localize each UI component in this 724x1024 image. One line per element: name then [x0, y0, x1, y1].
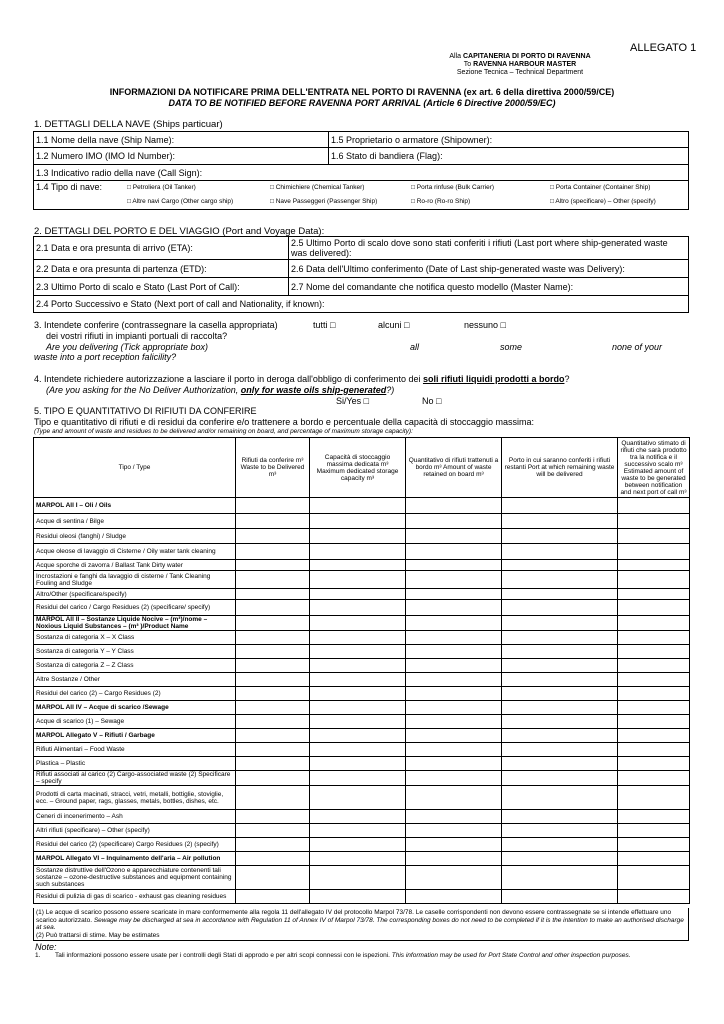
waste-value-cell[interactable] [406, 659, 502, 673]
waste-value-cell[interactable] [406, 771, 502, 786]
waste-value-cell[interactable] [406, 600, 502, 616]
waste-value-cell[interactable] [406, 529, 502, 544]
option-yes[interactable]: Si/Yes □ [336, 396, 370, 406]
waste-value-cell[interactable] [236, 890, 310, 904]
waste-value-cell[interactable] [618, 866, 690, 890]
waste-type-label: Residui oleosi (fanghi) / Sludge [34, 529, 236, 544]
waste-value-cell[interactable] [618, 529, 690, 544]
waste-value-cell[interactable] [406, 544, 502, 560]
waste-value-cell [406, 729, 502, 743]
call-sign-field[interactable]: 1.3 Indicativo radio della nave (Call Sign): [34, 165, 689, 181]
waste-value-cell[interactable] [502, 757, 618, 771]
footnote-1-it: (1) Le acque di scarico possono essere scaricate in mare conformemente alla regola 11 dell'allegato IV del protocollo Marpol 73/78. Le caselle corrispondenti non devono essere contrassegnate se si intende effettuare uno scarico autorizzato. [36, 909, 672, 924]
table-row [34, 645, 690, 659]
address-prefix-en: To [463, 61, 474, 68]
waste-value-cell [618, 852, 690, 866]
table-section-row [34, 729, 690, 743]
waste-value-cell[interactable] [406, 631, 502, 645]
waste-type-label: Acque sporche di zavorra / Ballast Tank Dirty water [34, 560, 236, 571]
waste-value-cell[interactable] [618, 824, 690, 838]
waste-type-label: Altro/Other (specificare/specify) [34, 589, 236, 600]
waste-value-cell[interactable] [236, 687, 310, 701]
waste-type-label: MARPOL All II – Sostanze Liquide Nocive – (m³)/nome – Noxious Liquid Substances – (m³ )/Product Name [34, 616, 236, 631]
waste-value-cell[interactable] [618, 659, 690, 673]
last-delivery-date-field[interactable]: 2.6 Data dell'Ultimo conferimento (Date of Last ship-generated waste was Delivery): [289, 260, 689, 278]
waste-value-cell[interactable] [310, 529, 406, 544]
section4-question-mark: ? [564, 374, 570, 384]
waste-value-cell[interactable] [406, 571, 502, 589]
waste-table [33, 437, 690, 904]
note-1-it: Tali informazioni possono essere usate per i controlli degli Stati di approdo e per altri scopi connessi con le ispezioni. [55, 952, 390, 959]
waste-value-cell[interactable] [618, 743, 690, 757]
waste-value-cell[interactable] [406, 824, 502, 838]
eta-field[interactable]: 2.1 Data e ora presunta di arrivo (ETA): [34, 237, 289, 260]
waste-type-label: Acque di sentina / Bilge [34, 514, 236, 529]
address-line-3: Sezione Tecnica – Technical Department [456, 69, 584, 76]
waste-type-label: MARPOL All I – Oli / Oils [34, 498, 236, 514]
waste-table-header [34, 438, 690, 498]
waste-value-cell [310, 498, 406, 514]
waste-value-cell[interactable] [618, 514, 690, 529]
table-row [34, 687, 690, 701]
waste-value-cell [406, 616, 502, 631]
note-1-number: 1. [35, 952, 41, 959]
waste-value-cell[interactable] [310, 589, 406, 600]
waste-value-cell[interactable] [406, 589, 502, 600]
waste-value-cell[interactable] [618, 715, 690, 729]
waste-value-cell[interactable] [310, 715, 406, 729]
table-row [34, 786, 690, 810]
waste-value-cell[interactable] [502, 866, 618, 890]
waste-value-cell[interactable] [310, 544, 406, 560]
table-row [34, 866, 690, 890]
ship-type-other[interactable]: □ Altro (specificare) – Other (specify) [550, 198, 656, 205]
waste-value-cell[interactable] [502, 687, 618, 701]
waste-type-label: MARPOL Allegato VI – Inquinamento dell'aria – Air pollution [34, 852, 236, 866]
table-row [34, 544, 690, 560]
section4-question-en [46, 385, 394, 395]
note-1 [35, 952, 691, 960]
waste-value-cell[interactable] [310, 560, 406, 571]
waste-value-cell[interactable] [618, 544, 690, 560]
table-row [34, 771, 690, 786]
waste-value-cell [618, 701, 690, 715]
waste-value-cell[interactable] [310, 786, 406, 810]
header-estimated: Quantitativo stimato di rifiuti che sarà prodotto tra la notifica e il successivo scalo m³ Estimated amount of waste to be generated between notification and next port of call m³ [618, 438, 690, 498]
waste-value-cell[interactable] [502, 589, 618, 600]
ship-type-other-cargo[interactable]: □ Altre navi Cargo (Other cargo ship) [127, 198, 234, 205]
section2-title: 2. DETTAGLI DEL PORTO E DEL VIAGGIO (Port and Voyage Data): [34, 226, 325, 237]
waste-value-cell [502, 498, 618, 514]
waste-type-label: Residui di pulizia di gas di scarico - exhaust gas cleaning residues [34, 890, 236, 904]
ship-type-container[interactable]: □ Porta Container (Container Ship) [550, 184, 651, 191]
waste-value-cell[interactable] [406, 673, 502, 687]
flag-field[interactable]: 1.6 Stato di bandiera (Flag): [329, 148, 689, 165]
waste-value-cell[interactable] [618, 571, 690, 589]
waste-value-cell[interactable] [236, 560, 310, 571]
waste-type-label: Altre Sostanze / Other [34, 673, 236, 687]
waste-value-cell[interactable] [310, 838, 406, 852]
waste-value-cell[interactable] [310, 771, 406, 786]
table-row [34, 890, 690, 904]
waste-value-cell[interactable] [618, 687, 690, 701]
section5-title: 5. TIPO E QUANTITATIVO DI RIFIUTI DA CONFERIRE [34, 406, 257, 416]
waste-value-cell[interactable] [236, 673, 310, 687]
waste-value-cell [406, 701, 502, 715]
waste-value-cell [406, 852, 502, 866]
waste-value-cell[interactable] [406, 786, 502, 810]
master-name-field[interactable]: 2.7 Nome del comandante che notifica questo modello (Master Name): [289, 278, 689, 296]
waste-value-cell [618, 729, 690, 743]
table-row [34, 659, 690, 673]
waste-value-cell[interactable] [236, 866, 310, 890]
table-row [34, 824, 690, 838]
ship-type-label: 1.4 Tipo di nave: [36, 182, 103, 192]
waste-value-cell[interactable] [502, 659, 618, 673]
waste-value-cell[interactable] [502, 890, 618, 904]
option-all: all [410, 342, 420, 352]
option-tutti[interactable]: tutti □ [313, 320, 336, 330]
waste-value-cell[interactable] [502, 631, 618, 645]
section4-question-text: 4. Intendete richiedere autorizzazione a lasciare il porto in deroga dall'obbligo di conferimento dei [34, 374, 423, 384]
shipowner-field[interactable]: 1.5 Proprietario o armatore (Shipowner): [329, 132, 689, 148]
waste-value-cell[interactable] [618, 810, 690, 824]
header-to-deliver: Rifiuti da conferire m³ Waste to be Delivered m³ [236, 438, 310, 498]
waste-type-label: Prodotti di carta macinati, stracci, vetri, metalli, bottiglie, stoviglie, ecc. – Ground paper, rags, glasses, metals, bottles, dishes, etc. [34, 786, 236, 810]
waste-value-cell[interactable] [236, 771, 310, 786]
allegato-label: ALLEGATO 1 [630, 42, 697, 54]
footnote-1-en: Sewage may be discharged at sea in accordance with Regulation 11 of Annex IV of Marpol 73/78. The corresponding boxes do not need to be completed if it is the intention to make an authorised discharge at sea. [36, 916, 684, 931]
ship-type-passenger[interactable]: □ Nave Passeggeri (Passenger Ship) [270, 198, 378, 205]
waste-value-cell[interactable] [502, 771, 618, 786]
last-port-of-call-field[interactable]: 2.3 Ultimo Porto di scalo e Stato (Last Port of Call): [34, 278, 289, 296]
waste-value-cell[interactable] [502, 810, 618, 824]
ship-type-roro[interactable]: □ Ro-ro (Ro-ro Ship) [411, 198, 471, 205]
waste-value-cell [406, 498, 502, 514]
etd-field[interactable]: 2.2 Data e ora presunta di partenza (ETD): [34, 260, 289, 278]
waste-type-label: MARPOL Allegato V – Rifiuti / Garbage [34, 729, 236, 743]
waste-value-cell[interactable] [310, 673, 406, 687]
waste-value-cell[interactable] [406, 743, 502, 757]
waste-value-cell[interactable] [618, 757, 690, 771]
waste-value-cell[interactable] [310, 866, 406, 890]
waste-type-label: Acque oleose di lavaggio di Cisterne / Oily water tank cleaning [34, 544, 236, 560]
waste-value-cell[interactable] [502, 824, 618, 838]
waste-value-cell [310, 852, 406, 866]
waste-value-cell[interactable] [618, 645, 690, 659]
table-section-row [34, 701, 690, 715]
section3-question-en: Are you delivering (Tick appropriate box) [46, 342, 208, 352]
table-section-row [34, 498, 690, 514]
waste-value-cell[interactable] [618, 600, 690, 616]
last-port-delivered-field[interactable]: 2.5 Ultimo Porto di scalo dove sono stati conferiti i rifiuti (Last port where ship-generated waste was delivered): [289, 237, 689, 260]
waste-value-cell [502, 852, 618, 866]
footnote-2: (2) Può trattarsi di stime. May be estimates [36, 931, 160, 939]
option-nessuno[interactable]: nessuno □ [464, 320, 506, 330]
waste-value-cell[interactable] [406, 866, 502, 890]
waste-value-cell[interactable] [310, 743, 406, 757]
waste-value-cell[interactable] [310, 571, 406, 589]
waste-value-cell[interactable] [618, 771, 690, 786]
table-row [34, 600, 690, 616]
waste-value-cell[interactable] [236, 645, 310, 659]
waste-type-label: Rifiuti associati al carico (2) Cargo-associated waste (2) Specificare – specify [34, 771, 236, 786]
waste-value-cell[interactable] [406, 560, 502, 571]
address-authority: CAPITANERIA DI PORTO DI RAVENNA [462, 53, 591, 60]
ship-type-chemical-tanker[interactable]: □ Chimichiere (Chemical Tanker) [270, 184, 365, 191]
waste-value-cell [236, 852, 310, 866]
note-1-en: This information may be used for Port State Control and other inspection purposes. [391, 952, 631, 959]
table-row [34, 529, 690, 544]
waste-value-cell[interactable] [310, 600, 406, 616]
table-row [34, 589, 690, 600]
waste-value-cell[interactable] [502, 715, 618, 729]
address-authority-en: RAVENNA HARBOUR MASTER [473, 61, 577, 68]
waste-value-cell[interactable] [618, 673, 690, 687]
waste-value-cell[interactable] [406, 890, 502, 904]
port-voyage-table [33, 236, 689, 313]
section5-subtitle-en: (Type and amount of waste and residues to be delivered and/or remaining on board, and percentage of maximum storage capacity): [34, 428, 413, 435]
waste-value-cell[interactable] [502, 645, 618, 659]
header-delivery-port: Porto in cui saranno conferiti i rifiuti restanti Port at which remaining waste will be delivered [502, 438, 618, 498]
table-section-row [34, 852, 690, 866]
waste-value-cell[interactable] [310, 890, 406, 904]
section3-question-line2: dei vostri rifiuti in impianti portuali di raccolta? [46, 331, 228, 341]
waste-value-cell[interactable] [618, 589, 690, 600]
waste-value-cell[interactable] [236, 514, 310, 529]
waste-value-cell[interactable] [236, 757, 310, 771]
table-row [34, 810, 690, 824]
waste-value-cell[interactable] [406, 687, 502, 701]
address-line-2 [420, 61, 620, 69]
waste-value-cell[interactable] [406, 810, 502, 824]
waste-value-cell[interactable] [236, 659, 310, 673]
table-row [34, 838, 690, 852]
waste-value-cell [502, 701, 618, 715]
waste-value-cell[interactable] [236, 715, 310, 729]
waste-value-cell[interactable] [406, 838, 502, 852]
option-no[interactable]: No □ [422, 396, 442, 406]
waste-value-cell[interactable] [502, 838, 618, 852]
option-some: some [500, 342, 523, 352]
waste-value-cell[interactable] [310, 514, 406, 529]
waste-value-cell[interactable] [236, 810, 310, 824]
table-row [34, 560, 690, 571]
waste-type-label: Sostanza di categoria Y – Y Class [34, 645, 236, 659]
section4-question [34, 374, 569, 384]
waste-value-cell[interactable] [236, 571, 310, 589]
waste-value-cell[interactable] [502, 529, 618, 544]
waste-type-label: Plastica – Plastic [34, 757, 236, 771]
waste-value-cell[interactable] [310, 631, 406, 645]
address-block [420, 53, 620, 77]
waste-value-cell[interactable] [310, 757, 406, 771]
table-row [34, 571, 690, 589]
waste-value-cell [310, 616, 406, 631]
waste-value-cell[interactable] [236, 544, 310, 560]
table-row [34, 631, 690, 645]
table-row [34, 715, 690, 729]
waste-type-label: MARPOL All IV – Acque di scarico /Sewage [34, 701, 236, 715]
waste-value-cell[interactable] [618, 890, 690, 904]
waste-value-cell[interactable] [406, 715, 502, 729]
section5-subtitle: Tipo e quantitativo di rifiuti e di residui da conferire e/o trattenere a bordo e percentuale della capacità di stoccaggio massima: [34, 417, 534, 427]
waste-value-cell[interactable] [236, 743, 310, 757]
waste-value-cell [236, 616, 310, 631]
waste-type-label: Altri rifiuti (specificare) – Other (specify) [34, 824, 236, 838]
waste-value-cell[interactable] [236, 824, 310, 838]
ship-type-bulk-carrier[interactable]: □ Porta rinfuse (Bulk Carrier) [411, 184, 495, 191]
waste-value-cell[interactable] [310, 824, 406, 838]
waste-value-cell[interactable] [310, 687, 406, 701]
waste-value-cell [236, 701, 310, 715]
waste-type-label: Sostanze distruttive dell'Ozono e apparecchiature contenenti tali sostanze – ozone-destructive substances and equipment containing such substances [34, 866, 236, 890]
option-alcuni[interactable]: alcuni □ [378, 320, 410, 330]
form-title-it: INFORMAZIONI DA NOTIFICARE PRIMA DELL'ENTRATA NEL PORTO DI RAVENNA (ex art. 6 della direttiva 2000/59/CE) [109, 87, 615, 97]
waste-value-cell[interactable] [502, 544, 618, 560]
waste-value-cell[interactable] [502, 571, 618, 589]
waste-value-cell [236, 498, 310, 514]
waste-value-cell[interactable] [236, 631, 310, 645]
waste-value-cell[interactable] [406, 514, 502, 529]
waste-value-cell[interactable] [310, 810, 406, 824]
waste-value-cell [310, 701, 406, 715]
table-row [34, 514, 690, 529]
waste-value-cell [236, 729, 310, 743]
waste-value-cell[interactable] [406, 757, 502, 771]
header-type: Tipo / Type [34, 438, 236, 498]
next-port-field[interactable]: 2.4 Porto Successivo e Stato (Next port of call and Nationality, if known): [34, 296, 689, 313]
header-retained: Quantitativo di rifiuti trattenuti a bordo m³ Amount of waste retained on board m³ [406, 438, 502, 498]
waste-value-cell [618, 616, 690, 631]
waste-value-cell[interactable] [502, 743, 618, 757]
address-prefix: Alla [449, 53, 463, 60]
waste-value-cell[interactable] [236, 786, 310, 810]
waste-type-label: Residui del carico (2) – Cargo Residues (2) [34, 687, 236, 701]
waste-type-label: Ceneri di incenerimento – Ash [34, 810, 236, 824]
waste-type-label: Residui del carico (2) (specificare) Cargo Residues (2) (specify) [34, 838, 236, 852]
waste-value-cell[interactable] [502, 600, 618, 616]
section1-title: 1. DETTAGLI DELLA NAVE (Ships particuar) [34, 119, 223, 130]
section4-question-en-end: ?) [386, 385, 395, 395]
waste-value-cell[interactable] [406, 645, 502, 659]
section4-question-emphasis: soli rifiuti liquidi prodotti a bordo [422, 374, 565, 384]
waste-type-label: Sostanza di categoria Z – Z Class [34, 659, 236, 673]
ship-name-field[interactable]: 1.1 Nome della nave (Ship Name): [34, 132, 329, 148]
waste-type-label: Acque di scarico (1) – Sewage [34, 715, 236, 729]
waste-value-cell[interactable] [502, 560, 618, 571]
table-footnotes [33, 908, 689, 941]
waste-type-label: Sostanza di categoria X – X Class [34, 631, 236, 645]
waste-value-cell [502, 729, 618, 743]
waste-value-cell[interactable] [502, 514, 618, 529]
waste-value-cell[interactable] [618, 838, 690, 852]
waste-type-label: Residui del carico / Cargo Residues (2) (specificare/ specify) [34, 600, 236, 616]
footnote-1 [36, 909, 686, 932]
address-line-1 [420, 53, 620, 61]
imo-number-field[interactable]: 1.2 Numero IMO (IMO Id Number): [34, 148, 329, 165]
waste-value-cell[interactable] [618, 560, 690, 571]
option-none: none of your [612, 342, 663, 352]
note-title: Note: [35, 942, 57, 952]
waste-value-cell[interactable] [618, 631, 690, 645]
waste-value-cell[interactable] [502, 673, 618, 687]
waste-value-cell[interactable] [310, 659, 406, 673]
table-row [34, 743, 690, 757]
section3-question: 3. Intendete conferire (contrassegnare la casella appropriata) [34, 320, 278, 330]
section4-question-en-text: (Are you asking for the No Deliver Authorization, [46, 385, 241, 395]
waste-value-cell[interactable] [236, 529, 310, 544]
waste-value-cell [502, 616, 618, 631]
waste-value-cell[interactable] [236, 838, 310, 852]
section3-question-en-line2: waste into a port reception falicility? [34, 352, 177, 362]
waste-value-cell [310, 729, 406, 743]
waste-value-cell[interactable] [618, 786, 690, 810]
table-row [34, 757, 690, 771]
waste-value-cell[interactable] [310, 645, 406, 659]
header-max-capacity: Capacità di stoccaggio massima dedicata m³ Maximum dedicated storage capacity m³ [310, 438, 406, 498]
waste-type-label: Rifiuti Alimentari – Food Waste [34, 743, 236, 757]
table-row [34, 673, 690, 687]
waste-value-cell [618, 498, 690, 514]
section4-question-en-emphasis: only for waste oils ship-generated [240, 385, 387, 395]
waste-type-label: Incrostazioni e fanghi da lavaggio di cisterne / Tank Cleaning Fouling and Sludge [34, 571, 236, 589]
table-section-row [34, 616, 690, 631]
waste-value-cell[interactable] [236, 589, 310, 600]
ship-type-oil-tanker[interactable]: □ Petroliera (Oil Tanker) [127, 184, 196, 191]
waste-value-cell[interactable] [236, 600, 310, 616]
waste-value-cell[interactable] [502, 786, 618, 810]
form-title-en: DATA TO BE NOTIFIED BEFORE RAVENNA PORT ARRIVAL (Article 6 Directive 2000/59/EC) [168, 98, 556, 108]
